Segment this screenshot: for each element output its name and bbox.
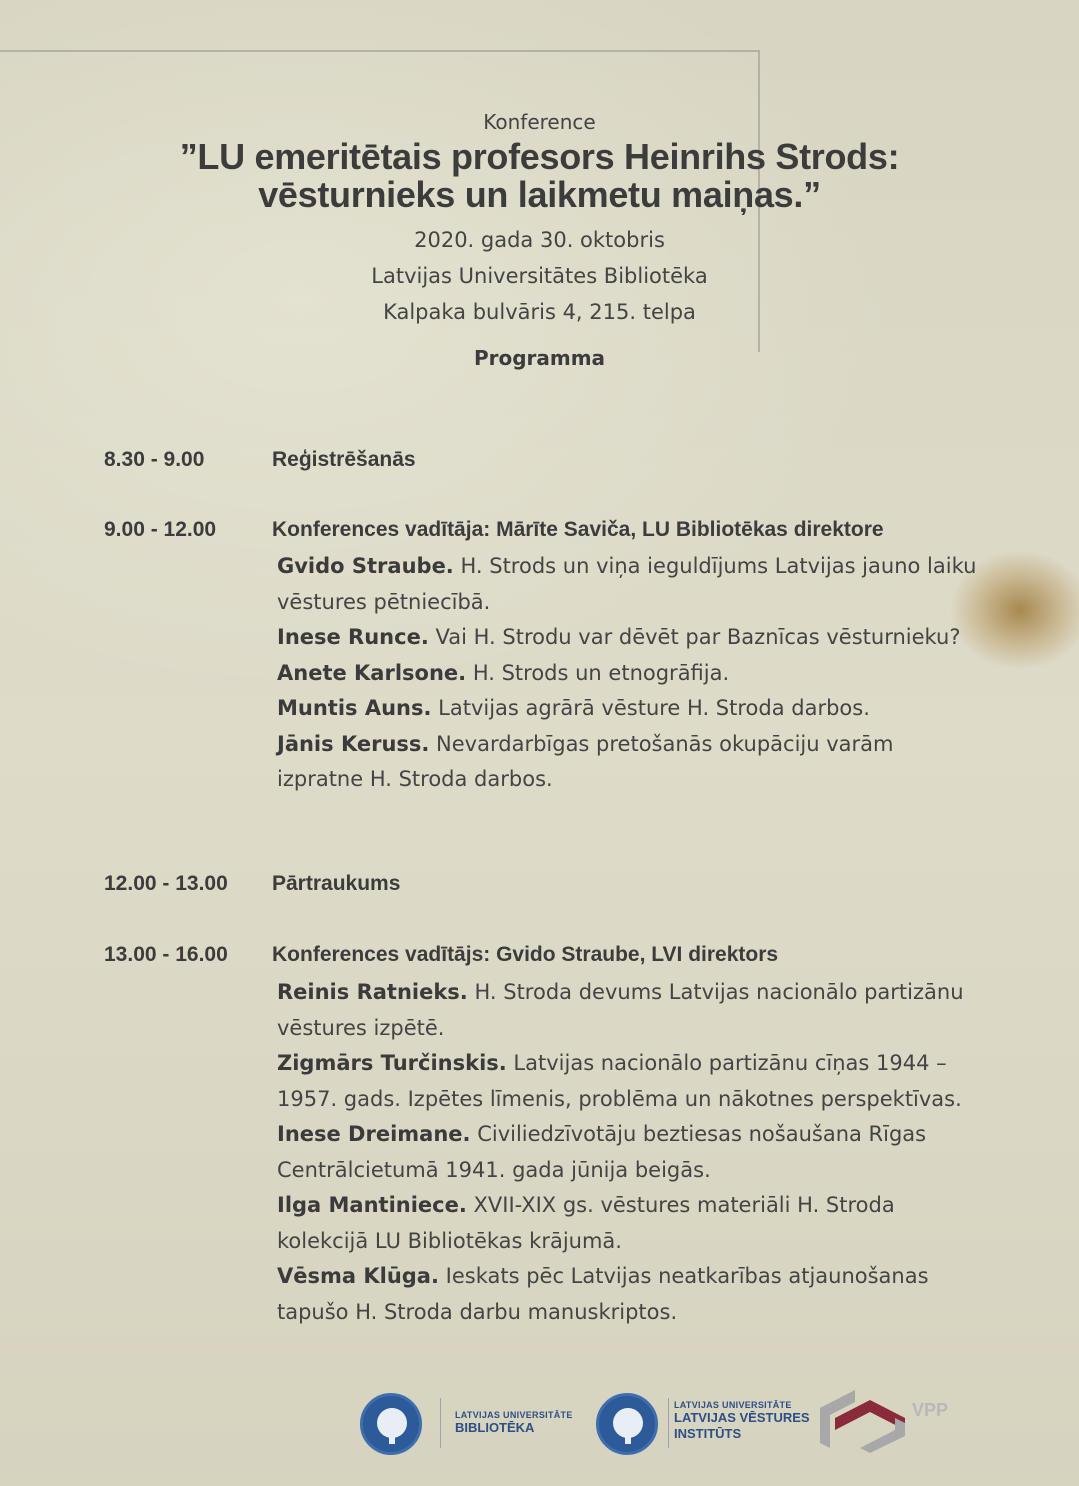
event-date: 2020. gada 30. oktobris: [414, 228, 665, 252]
event-address: Kalpaka bulvāris 4, 215. telpa: [383, 300, 696, 324]
title-line-2: vēsturnieks un laikmetu maiņas.”: [258, 174, 821, 215]
vpp-logo-icon: [815, 1388, 910, 1453]
conference-title: [0, 138, 1079, 214]
institute-seal-icon: [596, 1393, 658, 1455]
institute-logo-text: LATVIJAS UNIVERSITĀTE LATVIJAS VĒSTURES INSTITŪTS: [674, 1400, 810, 1441]
talk-item: Inese Runce. Vai H. Strodu var dēvēt par Baznīcas vēsturnieku?: [277, 625, 961, 649]
session-heading: Pārtraukums: [272, 872, 401, 895]
library-logo-text: LATVIJAS UNIVERSITĀTE BIBLIOTĒKA: [455, 1410, 573, 1435]
afternoon-talks: [277, 975, 977, 1330]
conference-kicker: Konference: [483, 110, 596, 134]
event-venue: Latvijas Universitātes Bibliotēka: [371, 264, 708, 288]
vpp-logo-text: VPP: [912, 1400, 949, 1420]
talk-item: Zigmārs Turčinskis. Latvijas nacionālo partizānu cīņas 1944 – 1957. gads. Izpētes līmenis, problēma un nākotnes perspektīvas.: [277, 1051, 962, 1111]
logo-divider: [668, 1398, 669, 1448]
logo-divider: [440, 1398, 441, 1448]
session-heading: Konferences vadītāja: Mārīte Saviča, LU Bibliotēkas direktore: [272, 518, 884, 541]
session-heading: Reģistrēšanās: [272, 448, 416, 471]
talk-item: Anete Karlsone. H. Strods un etnogrāfija.: [277, 660, 730, 685]
program-title: Programma: [473, 346, 606, 370]
talk-item: Muntis Auns. Latvijas agrārā vēsture H. Stroda darbos.: [277, 696, 870, 720]
morning-talks: [277, 549, 977, 798]
talk-item: Gvido Straube. H. Strods un viņa ieguldījums Latvijas jauno laiku vēstures pētniecībā.: [277, 554, 977, 614]
session-time: 12.00 - 13.00: [104, 872, 228, 895]
session-time: 9.00 - 12.00: [104, 518, 217, 541]
session-heading: Konferences vadītājs: Gvido Straube, LVI direktors: [272, 943, 779, 966]
header: [0, 110, 1079, 370]
title-line-1: ”LU emeritētais profesors Heinrihs Strods:: [179, 136, 900, 177]
talk-item: Vēsma Klūga. Ieskats pēc Latvijas neatkarības atjaunošanas tapušo H. Stroda darbu manuskriptos.: [277, 1264, 929, 1324]
talk-item: Inese Dreimane. Civiliedzīvotāju beztiesas nošaušana Rīgas Centrālcietumā 1941. gada jūnija beigās.: [277, 1122, 927, 1182]
talk-item: Reinis Ratnieks. H. Stroda devums Latvijas nacionālo partizānu vēstures izpētē.: [277, 980, 964, 1040]
university-seal-icon: [360, 1393, 422, 1455]
sponsor-logos: [0, 1388, 1079, 1458]
talk-item: Jānis Keruss. Nevardarbīgas pretošanās okupāciju varām izpratne H. Stroda darbos.: [277, 731, 894, 791]
session-time: 13.00 - 16.00: [104, 943, 228, 966]
session-time: 8.30 - 9.00: [104, 448, 205, 471]
talk-item: Ilga Mantiniece. XVII-XIX gs. vēstures materiāli H. Stroda kolekcijā LU Bibliotēkas krājumā.: [277, 1193, 895, 1253]
